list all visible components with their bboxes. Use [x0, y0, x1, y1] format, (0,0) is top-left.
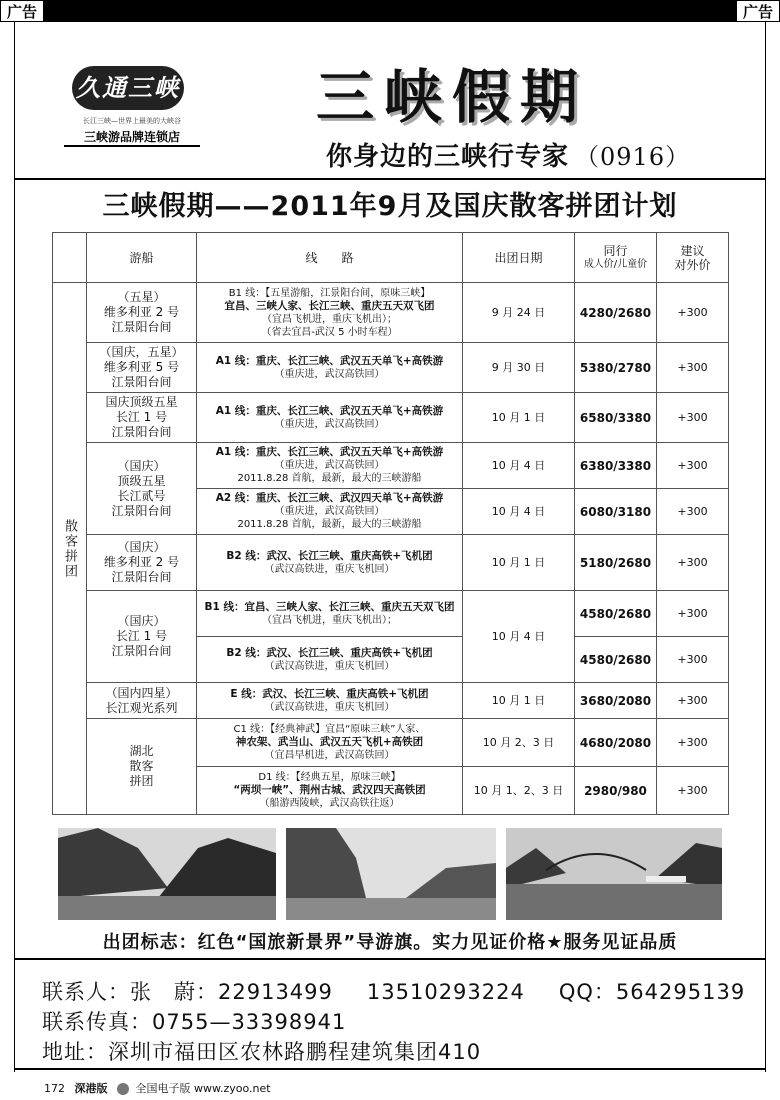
header-suggest-line2: 对外价	[674, 257, 711, 272]
header-peer-line2: 成人价/儿童价	[583, 258, 648, 270]
date-cell: 10 月 4 日	[463, 489, 575, 535]
date-cell: 10 月 1 日	[463, 535, 575, 591]
tour-schedule-table	[52, 232, 729, 815]
header-blank	[53, 233, 87, 283]
peer-price-cell: 4580/2680	[575, 591, 657, 637]
route-cell: B2 线：武汉、长江三峡、重庆高铁+飞机团 （武汉高铁进，重庆飞机回）	[197, 637, 463, 683]
peer-price-cell: 6080/3180	[575, 489, 657, 535]
peer-price-cell: 4580/2680	[575, 637, 657, 683]
top-ad-bar	[0, 0, 780, 22]
route-cell: A2 线：重庆、长江三峡、武汉四天单飞+高铁游 （重庆进，武汉高铁回） 2011.8.28 首航，最新，最大的三峡游船	[197, 489, 463, 535]
suggest-price-cell: +300	[657, 767, 729, 815]
contact-phone-2: 13510293224	[366, 980, 525, 1004]
date-cell: 10 月 1 日	[463, 393, 575, 443]
contact-person: 联系人：张 蔚：	[42, 980, 218, 1004]
suggest-price-cell: +300	[657, 343, 729, 393]
header-route: 线 路	[197, 233, 463, 283]
slogan	[326, 136, 690, 173]
suggest-price-cell: +300	[657, 683, 729, 719]
suggest-price-cell: +300	[657, 283, 729, 343]
suggest-price-cell: +300	[657, 637, 729, 683]
table-row	[53, 393, 729, 443]
page-title: 三峡假期——2011年9月及国庆散客拼团计划	[102, 191, 678, 222]
date-cell: 10 月 1、2、3 日	[463, 767, 575, 815]
edition-label: 深港版	[74, 1082, 108, 1095]
header-peer-line1: 同行	[603, 243, 628, 258]
route-cell: B2 线：武汉、长江三峡、重庆高铁+飞机团 （武汉高铁进，重庆飞机回）	[197, 535, 463, 591]
table-row	[53, 443, 729, 489]
company-logo	[62, 58, 202, 158]
date-cell: 10 月 4 日	[463, 443, 575, 489]
ship-cell: （国庆） 顶级五星 长江贰号 江景阳台间	[87, 443, 197, 535]
slogan-text: 你身边的三峡行专家	[326, 142, 570, 172]
badge-icon	[117, 1083, 129, 1095]
peer-price-cell: 3680/2080	[575, 683, 657, 719]
page-number: 172	[44, 1082, 65, 1095]
table-row	[53, 591, 729, 637]
contact-address: 地址：深圳市福田区农林路鹏程建筑集团410	[42, 1040, 482, 1064]
peer-price-cell: 2980/980	[575, 767, 657, 815]
ship-cell: 国庆顶级五星 长江 1 号 江景阳台间	[87, 393, 197, 443]
header-divider	[14, 178, 766, 180]
peer-price-cell: 6580/3380	[575, 393, 657, 443]
scenery-photos	[58, 828, 722, 920]
suggest-price-cell: +300	[657, 719, 729, 767]
route-cell: D1 线：【经典五星，原味三峡】 “两坝一峡”、荆州古城、武汉四天高铁团 （船游西陵峡，武汉高铁往返）	[197, 767, 463, 815]
table-row	[53, 719, 729, 767]
table-header-row	[53, 233, 729, 283]
table-row	[53, 343, 729, 393]
header-suggest-price	[657, 233, 729, 283]
header-suggest-line1: 建议	[680, 243, 705, 258]
date-cell: 10 月 1 日	[463, 683, 575, 719]
slogan-code: （0916）	[575, 143, 691, 171]
ship-cell: （五星） 维多利亚 2 号 江景阳台间	[87, 283, 197, 343]
tour-flag-slogan: 出团标志：红色“国旅新景界”导游旗。实力见证价格★服务见证品质	[102, 932, 678, 953]
gorge-photo-2	[286, 828, 496, 920]
route-cell: E 线：武汉、长江三峡、重庆高铁+飞机团 （武汉高铁进，重庆飞机回）	[197, 683, 463, 719]
contact-phone-1: 22913499	[218, 980, 333, 1004]
table-row	[53, 683, 729, 719]
header-ship: 游船	[87, 233, 197, 283]
peer-price-cell: 5180/2680	[575, 535, 657, 591]
date-cell: 10 月 4 日	[463, 591, 575, 683]
brand-title: 三峡假期	[316, 63, 589, 131]
suggest-price-cell: +300	[657, 489, 729, 535]
ad-label-right: 广告	[736, 0, 780, 22]
date-cell: 9 月 30 日	[463, 343, 575, 393]
header-date: 出团日期	[463, 233, 575, 283]
route-cell: B1 线：宜昌、三峡人家、长江三峡、重庆五天双飞团 （宜昌飞机进，重庆飞机出）；	[197, 591, 463, 637]
suggest-price-cell: +300	[657, 443, 729, 489]
page-footer	[44, 1080, 271, 1096]
bridge-photo	[506, 828, 722, 920]
suggest-price-cell: +300	[657, 393, 729, 443]
route-cell: A1 线：重庆、长江三峡、武汉五天单飞+高铁游 （重庆进，武汉高铁回） 2011.8.28 首航，最新，最大的三峡游船	[197, 443, 463, 489]
date-cell: 9 月 24 日	[463, 283, 575, 343]
side-label: 散客拼团	[53, 283, 87, 815]
ship-cell: （国庆） 维多利亚 2 号 江景阳台间	[87, 535, 197, 591]
ship-cell: 湖北 散客 拼团	[87, 719, 197, 815]
route-cell: A1 线：重庆、长江三峡、武汉五天单飞+高铁游 （重庆进，武汉高铁回）	[197, 343, 463, 393]
route-cell: B1 线：【五星游船，江景阳台间，原味三峡】 宜昌、三峡人家、长江三峡、重庆五天双飞团 （宜昌飞机进，重庆飞机出）； （省去宜昌-武汉 5 小时车程）	[197, 283, 463, 343]
gorge-photo-1	[58, 828, 276, 920]
logo-tagline: 长江三峡—世界上最美的大峡谷	[83, 117, 181, 125]
logo-mark: 久通三峡	[72, 66, 184, 110]
contact-fax: 联系传真：0755—33398941	[42, 1010, 347, 1034]
date-cell: 10 月 2、3 日	[463, 719, 575, 767]
route-cell: C1 线：【经典神武】宜昌“原味三峡”人家、 神农架、武当山、武汉五天飞机+高铁团 （宜昌早机进，武汉高铁回）	[197, 719, 463, 767]
ship-cell: （国庆，五星） 维多利亚 5 号 江景阳台间	[87, 343, 197, 393]
suggest-price-cell: +300	[657, 591, 729, 637]
ship-cell: （国内四星） 长江观光系列	[87, 683, 197, 719]
table-row	[53, 283, 729, 343]
peer-price-cell: 6380/3380	[575, 443, 657, 489]
ad-label-left: 广告	[0, 0, 44, 22]
contact-person-line	[42, 976, 745, 1006]
contact-qq: QQ：564295139	[558, 980, 746, 1004]
peer-price-cell: 4280/2680	[575, 283, 657, 343]
table-row	[53, 535, 729, 591]
route-cell: A1 线：重庆、长江三峡、武汉五天单飞+高铁游 （重庆进，武汉高铁回）	[197, 393, 463, 443]
logo-chain-name: 三峡游品牌连锁店	[64, 128, 200, 147]
contact-box	[14, 958, 766, 1070]
suggest-price-cell: +300	[657, 535, 729, 591]
ship-cell: （国庆） 长江 1 号 江景阳台间	[87, 591, 197, 683]
header-peer-price	[575, 233, 657, 283]
website-label: 全国电子版 www.zyoo.net	[135, 1082, 271, 1095]
peer-price-cell: 4680/2080	[575, 719, 657, 767]
peer-price-cell: 5380/2780	[575, 343, 657, 393]
